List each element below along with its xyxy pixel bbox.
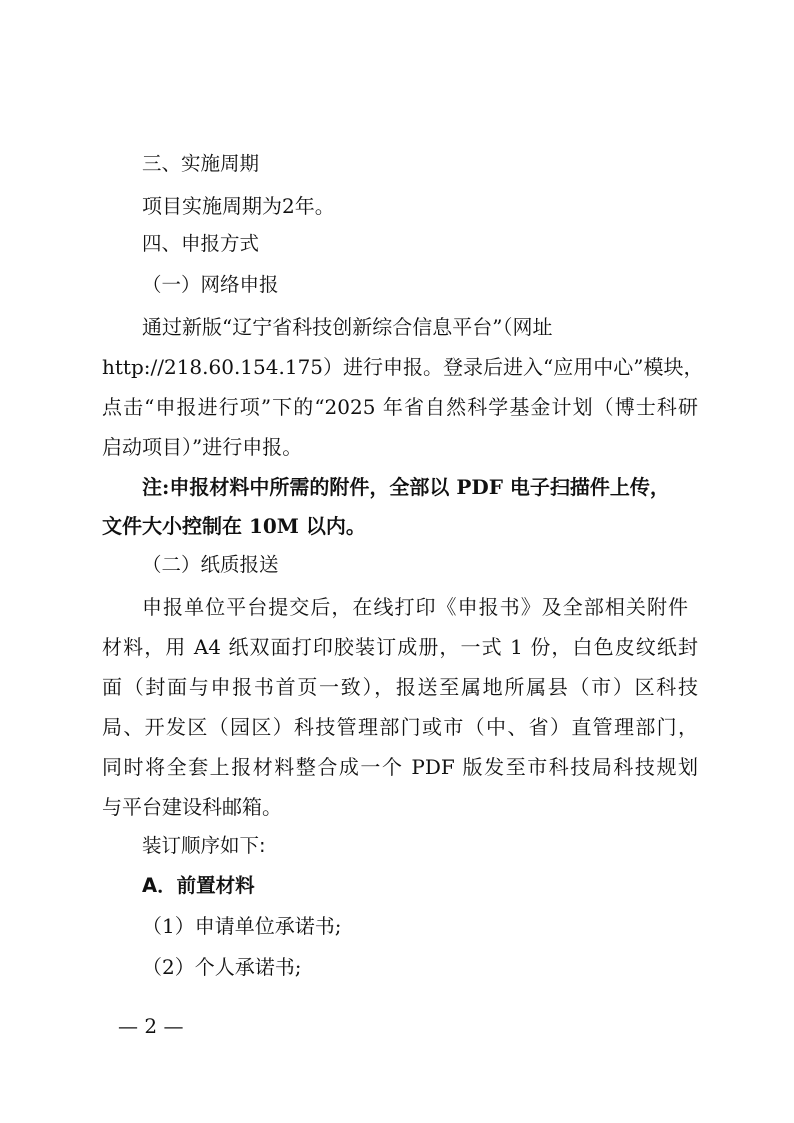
subsection-heading-online-application: （一）网络申报	[142, 273, 279, 296]
list-item: （1）申请单位承诺书;	[142, 914, 342, 938]
section-heading-application-method: 四、申报方式	[142, 232, 260, 255]
page-number: — 2 —	[118, 1014, 184, 1038]
list-heading-preliminary-materials: A．前置材料	[142, 874, 255, 897]
paragraph-line: 面（封面与申报书首页一致），报送至属地所属县（市）区科技	[102, 675, 698, 699]
paragraph-line: http://218.60.154.175）进行申报。登录后进入“应用中心”模块，	[102, 355, 704, 379]
note-line: 文件大小控制在 10M 以内。	[102, 514, 366, 538]
subsection-heading-paper-submission: （二）纸质报送	[142, 553, 279, 576]
paragraph-line: 与平台建设科邮箱。	[102, 795, 282, 819]
list-item: （2）个人承诺书;	[142, 955, 302, 979]
binding-order-heading: 装订顺序如下:	[142, 834, 266, 857]
section-heading-implementation-period: 三、实施周期	[142, 152, 260, 175]
paragraph-line: 申报单位平台提交后，在线打印《申报书》及全部相关附件	[142, 595, 688, 619]
paragraph-line: 同时将全套上报材料整合成一个 PDF 版发至市科技局科技规划	[102, 755, 698, 779]
note-line: 注:申报材料中所需的附件，全部以 PDF 电子扫描件上传，	[142, 475, 670, 499]
paragraph-line: 通过新版“辽宁省科技创新综合信息平台”（网址	[142, 315, 553, 339]
paragraph-line: 项目实施周期为2年。	[142, 194, 335, 218]
paragraph-line: 材料，用 A4 纸双面打印胶装订成册，一式 1 份，白色皮纹纸封	[102, 635, 698, 659]
paragraph-line: 点击“申报进行项”下的“2025 年省自然科学基金计划（博士科研	[102, 395, 698, 419]
paragraph-line: 启动项目）”进行申报。	[102, 435, 303, 459]
paragraph-line: 局、开发区（园区）科技管理部门或市（中、省）直管理部门，	[102, 715, 698, 739]
